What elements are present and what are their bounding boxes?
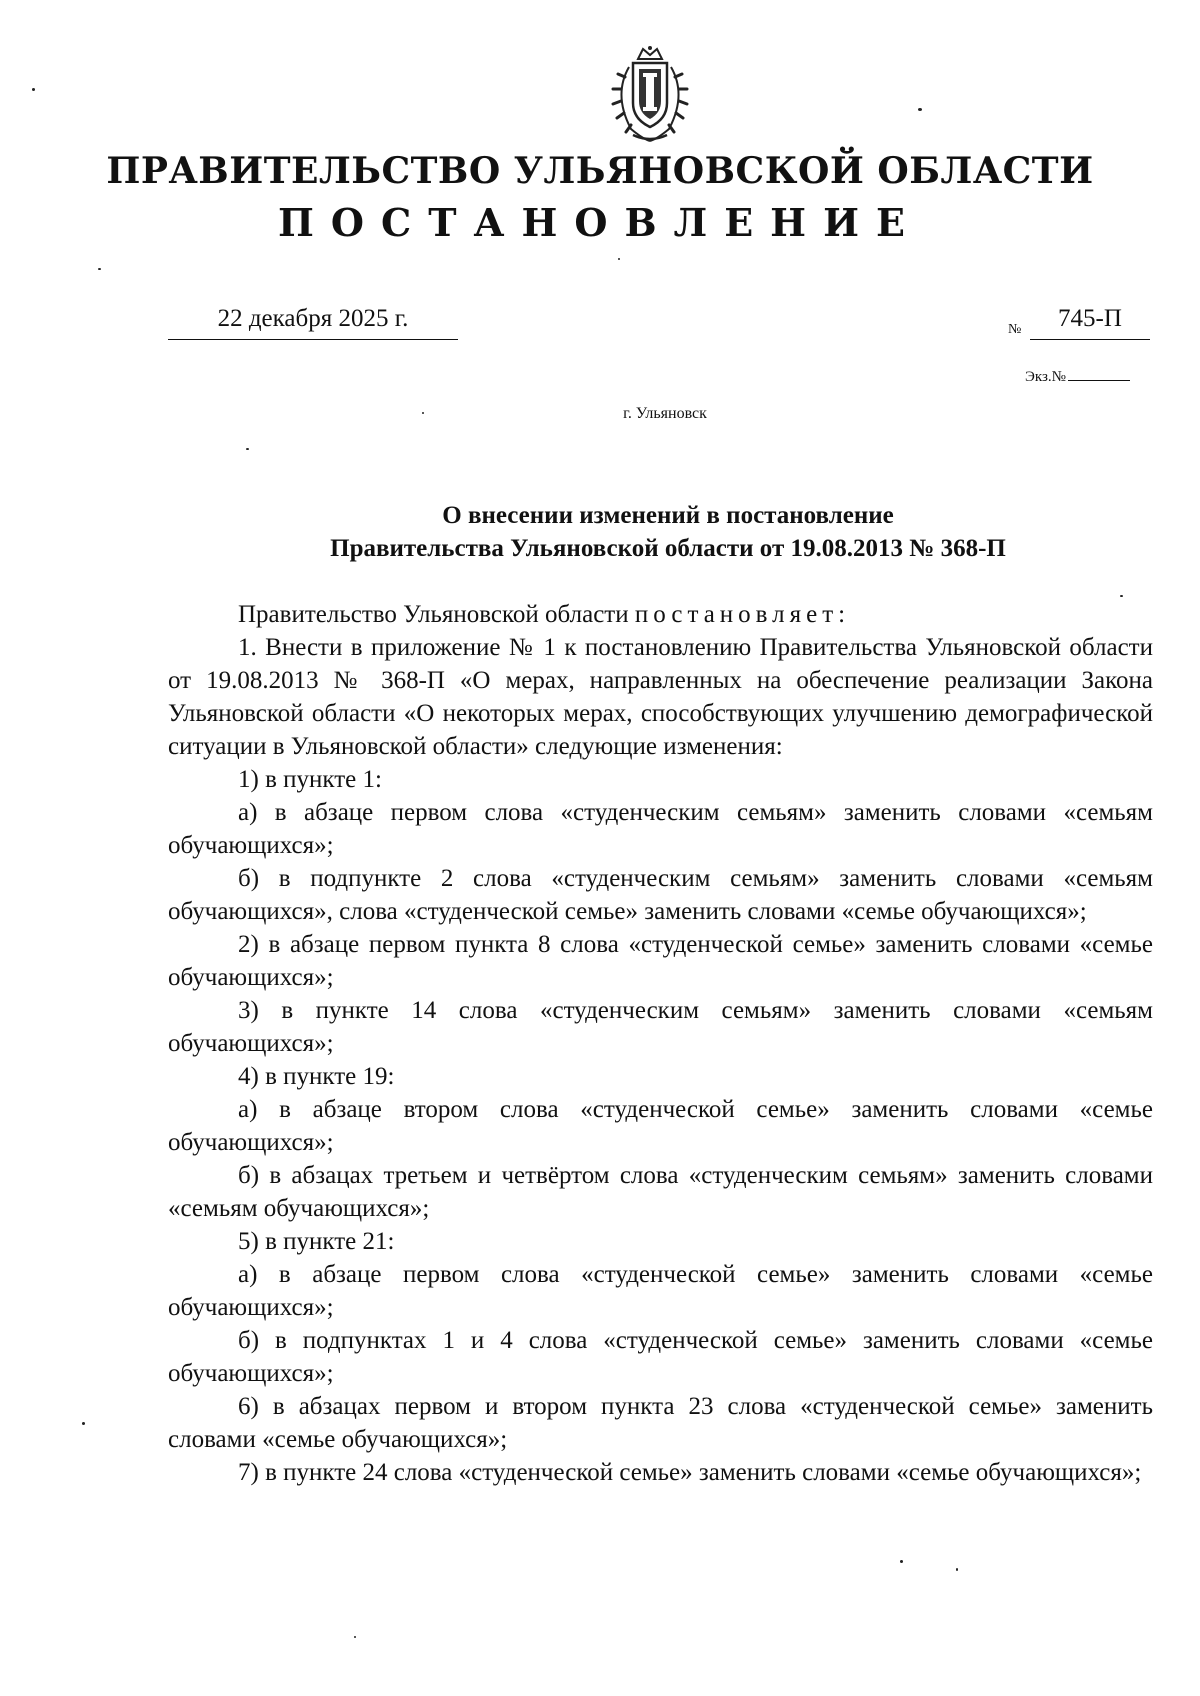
document-date: 22 декабря 2025 г. bbox=[217, 305, 409, 332]
date-underline bbox=[168, 339, 458, 340]
paragraph: 3) в пункте 14 слова «студенческим семьям» заменить словами «семьям обучающихся»; bbox=[168, 997, 1153, 1057]
paragraph: 5) в пункте 21: bbox=[238, 1228, 395, 1255]
paragraph: а) в абзаце первом слова «студенческим семьям» заменить словами «семьям обучающихся»; bbox=[168, 799, 1153, 859]
paragraph: 2) в абзаце первом пункта 8 слова «студенческой семье» заменить словами «семье обучающихся»; bbox=[168, 931, 1153, 991]
subject-line-2: Правительства Ульяновской области от 19.08.2013 № 368-П bbox=[330, 535, 1006, 562]
scan-speck bbox=[98, 268, 101, 270]
paragraph: 4) в пункте 19: bbox=[238, 1063, 395, 1090]
scan-speck bbox=[956, 1568, 958, 1571]
number-sign: № bbox=[1008, 322, 1022, 337]
date-field bbox=[168, 305, 458, 340]
intro-paragraph bbox=[168, 598, 1153, 631]
document-number: 745-П bbox=[1030, 305, 1150, 340]
paragraph: а) в абзаце втором слова «студенческой семье» заменить словами «семье обучающихся»; bbox=[168, 1096, 1153, 1156]
scan-speck bbox=[32, 88, 35, 91]
scan-speck bbox=[900, 1560, 903, 1563]
city: г. Ульяновск bbox=[623, 405, 707, 422]
scan-speck bbox=[246, 448, 249, 450]
scan-speck bbox=[1120, 595, 1123, 597]
paragraph: а) в абзаце первом слова «студенческой семье» заменить словами «семье обучающихся»; bbox=[168, 1261, 1153, 1321]
scan-speck bbox=[354, 1636, 356, 1638]
scan-speck bbox=[82, 1422, 85, 1425]
subject-line-1: О внесении изменений в постановление bbox=[442, 502, 894, 529]
copy-underline bbox=[1068, 368, 1130, 381]
government-title: ПРАВИТЕЛЬСТВО УЛЬЯНОВСКОЙ ОБЛАСТИ bbox=[106, 150, 1094, 192]
copy-label: Экз.№ bbox=[1025, 369, 1066, 385]
document-subject bbox=[168, 499, 1168, 565]
scan-speck bbox=[422, 412, 424, 414]
paragraph: 6) в абзацах первом и втором пункта 23 слова «студенческой семье» заменить словами «семье обучающихся»; bbox=[168, 1393, 1153, 1453]
copy-number-field bbox=[1025, 368, 1130, 386]
paragraph: 7) в пункте 24 слова «студенческой семье» заменить словами «семье обучающихся»; bbox=[238, 1459, 1142, 1486]
intro-prefix: Правительство Ульяновской области bbox=[238, 601, 629, 628]
intro-verb: постановляет: bbox=[634, 601, 851, 628]
paragraph: б) в подпунктах 1 и 4 слова «студенческой семье» заменить словами «семье обучающихся»; bbox=[168, 1327, 1153, 1387]
scan-speck bbox=[618, 258, 620, 260]
coat-of-arms-icon bbox=[605, 45, 695, 145]
document-body bbox=[168, 598, 1153, 1489]
paragraph: б) в подпункте 2 слова «студенческим семьям» заменить словами «семьям обучающихся», слова «студенческой семье» заменить словами «семье обучающихся»; bbox=[168, 865, 1153, 925]
paragraph: 1) в пункте 1: bbox=[238, 766, 382, 793]
paragraph: б) в абзацах третьем и четвёртом слова «студенческим семьям» заменить словами «семьям обучающихся»; bbox=[168, 1162, 1153, 1222]
scan-speck bbox=[918, 108, 922, 111]
document-type: ПОСТАНОВЛЕНИЕ bbox=[278, 200, 922, 245]
paragraph: 1. Внести в приложение № 1 к постановлению Правительства Ульяновской области от 19.08.2013 № 368-П «О мерах, направленных на обеспечение реализации Закона Ульяновской области «О некоторых мерах, способствующих улучшению демографической ситуации в Ульяновской области» следующие изменения: bbox=[168, 634, 1153, 760]
